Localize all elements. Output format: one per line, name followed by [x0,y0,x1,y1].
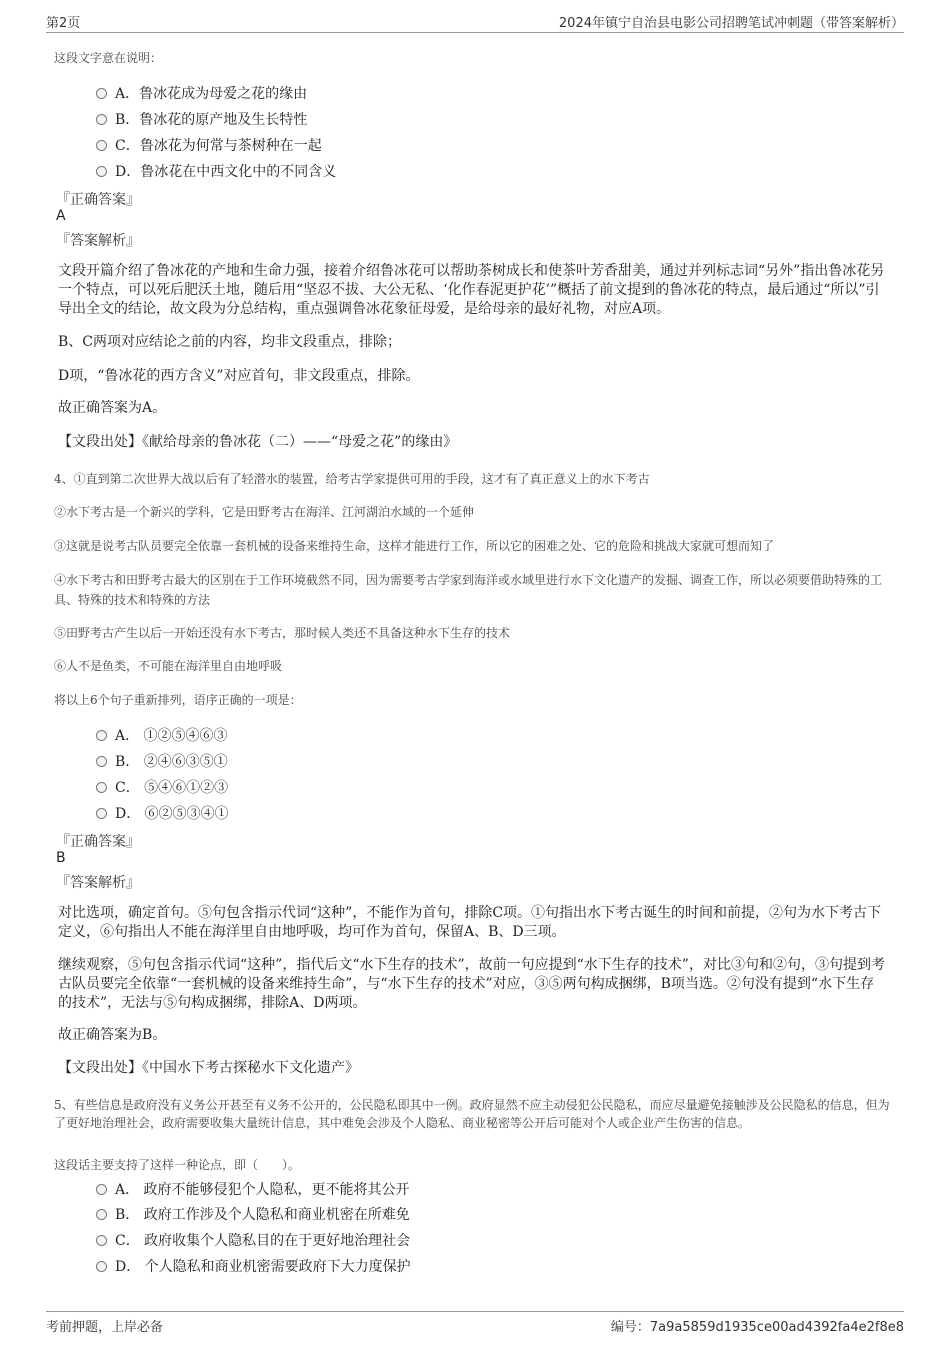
document-code [611,1316,904,1335]
document-title: 2024年镇宁自治县电影公司招聘笔试冲刺题（带答案解析） [558,16,904,31]
analysis-paragraph: D项，“鲁冰花的西方含义”对应首句，非文段重点，排除。 [58,368,420,384]
option-d[interactable]: D． ⑥②⑤③④① [96,803,229,823]
analysis-paragraph: B、C两项对应结论之前的内容，均非文段重点，排除； [58,334,401,350]
radio-icon[interactable] [96,730,107,741]
radio-icon[interactable] [96,1184,107,1195]
option-b[interactable]: B．鲁冰花的原产地及生长特性 [96,109,307,129]
option-c[interactable]: C．鲁冰花为何常与茶树种在一起 [96,135,322,155]
sentence-6: ⑥人不是鱼类，不可能在海洋里自由地呼吸 [54,659,283,673]
analysis-paragraph: 文段开篇介绍了鲁冰花的产地和生命力强，接着介绍鲁冰花可以帮助茶树成长和使茶叶芳香甜美，通过并列标志词“另外”指出鲁冰花另一个特点，可以死后肥沃土地，随后用“坚忍不拔、大公无私、‘化作春泥更护花’”概括了前文提到的鲁冰花的特点，最后通过“所以”引导出全文的结论，故文段为分总结构，重点强调鲁冰花象征母爱，是给母亲的最好礼物，对应A项。 [58,263,885,317]
radio-icon[interactable] [96,782,107,793]
question-prompt: 将以上6个句子重新排列，语序正确的一项是： [54,693,302,707]
radio-icon[interactable] [96,1261,107,1272]
option-d[interactable]: D．鲁冰花在中西文化中的不同含义 [96,161,336,181]
code-label: 编号： [610,1320,650,1335]
option-a[interactable]: A． 政府不能够侵犯个人隐私，更不能将其公开 [96,1179,410,1199]
radio-icon[interactable] [96,140,107,151]
sentence-1: 4、①直到第二次世界大战以后有了轻潜水的装置，给考古学家提供可用的手段，这才有了真正意义上的水下考古 [54,472,650,486]
sentence-3: ③这就是说考古队员要完全依靠一套机械的设备来维持生命，这样才能进行工作，所以它的困难之处、它的危险和挑战大家就可想而知了 [54,539,775,553]
option-b[interactable]: B． ②④⑥③⑤① [96,751,228,771]
answer-label: 『正确答案』 [56,834,140,850]
radio-icon[interactable] [96,808,107,819]
radio-icon[interactable] [96,1235,107,1246]
analysis-paragraph: 对比选项，确定首句。⑤句包含指示代词“这种”，不能作为首句，排除C项。①句指出水下考古诞生的时间和前提，②句为水下考古下定义，⑥句指出人不能在海洋里自由地呼吸，均可作为首句，保留A、B、D三项。 [58,905,882,940]
sentence-5: ⑤田野考古产生以后一开始还没有水下考古，那时候人类还不具备这种水下生存的技术 [54,626,511,640]
answer-value: B [56,850,66,866]
page-footer [46,1311,904,1336]
footer-slogan: 考前押题，上岸必备 [46,1320,164,1335]
analysis-paragraph: 故正确答案为A。 [58,400,167,416]
option-c[interactable]: C． 政府收集个人隐私目的在于更好地治理社会 [96,1230,410,1250]
source-citation: 【文段出处】《中国水下考古探秘水下文化遗产》 [58,1060,359,1076]
source-citation: 【文段出处】《献给母亲的鲁冰花（二）——“母爱之花”的缘由》 [58,434,458,450]
analysis-paragraph: 继续观察，⑤句包含指示代词“这种”，指代后文“水下生存的技术”，故前一句应提到“水下生存的技术”，对比③句和②句，③句提到考古队员要完全依靠“一套机械的设备来维持生命”，与“水下生存的技术”对应，③⑤两句构成捆绑，B项当选。②句没有提到“水下生存的技术”，无法与⑤句构成捆绑，排除A、D两项。 [58,957,885,1011]
option-a[interactable]: A． ①②⑤④⑥③ [96,725,228,745]
answer-label: 『正确答案』 [56,192,140,208]
radio-icon[interactable] [96,88,107,99]
option-b[interactable]: B． 政府工作涉及个人隐私和商业机密在所难免 [96,1204,410,1224]
option-d[interactable]: D． 个人隐私和商业机密需要政府下大力度保护 [96,1256,411,1276]
radio-icon[interactable] [96,166,107,177]
sentence-4: ④水下考古和田野考古最大的区别在于工作环境截然不同，因为需要考古学家到海洋或水域里进行水下文化遗产的发掘、调查工作，所以必须要借助特殊的工具、特殊的技术和特殊的方法 [54,573,883,607]
option-a[interactable]: A．鲁冰花成为母爱之花的缘由 [96,83,307,103]
analysis-paragraph: 故正确答案为B。 [58,1027,167,1043]
radio-icon[interactable] [96,114,107,125]
radio-icon[interactable] [96,1209,107,1220]
radio-icon[interactable] [96,756,107,767]
answer-value: A [56,208,66,224]
sentence-2: ②水下考古是一个新兴的学科，它是田野考古在海洋、江河湖泊水域的一个延伸 [54,505,475,519]
question-stem: 5、有些信息是政府没有义务公开甚至有义务不公开的，公民隐私即其中一例。政府显然不应主动侵犯公民隐私，而应尽量避免接触涉及公民隐私的信息，但为了更好地治理社会，政府需要收集大量统计信息，其中难免会涉及个人隐私、商业秘密等公开后可能对个人或企业产生伤害的信息。 [54,1098,890,1130]
analysis-label: 『答案解析』 [56,875,140,891]
question-prompt: 这段文字意在说明： [54,51,163,65]
analysis-label: 『答案解析』 [56,233,140,249]
page-header [46,10,904,33]
page-number: 第2页 [46,16,81,31]
option-c[interactable]: C． ⑤④⑥①②③ [96,777,228,797]
question-prompt: 这段话主要支持了这样一种论点，即（ ）。 [54,1158,301,1172]
code-value: 7a9a5859d1935ce00ad4392fa4e2f8e8 [649,1320,904,1335]
